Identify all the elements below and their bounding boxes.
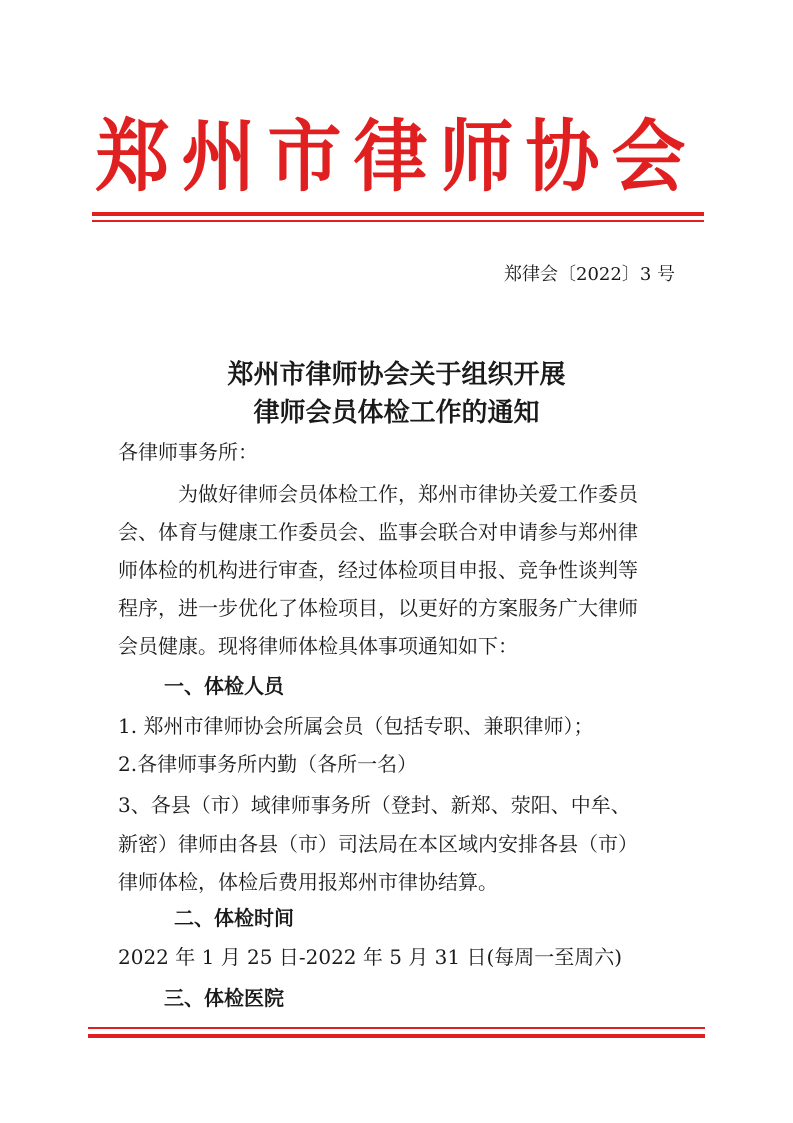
exam-period: 2022 年 1 月 25 日-2022 年 5 月 31 日(每周一至周六): [118, 945, 623, 969]
masthead-title: 郑州市律师协会: [95, 111, 698, 203]
intro-paragraph-line: 程序，进一步优化了体检项目，以更好的方案服务广大律师: [118, 596, 638, 620]
section-heading-hospital: 三、体检医院: [164, 986, 284, 1010]
footer-rule-thin: [88, 1027, 705, 1029]
document-title-line-2: 律师会员体检工作的通知: [253, 398, 540, 428]
intro-paragraph-line: 师体检的机构进行审查，经过体检项目申报、竞争性谈判等: [118, 558, 638, 582]
masthead: [0, 112, 793, 202]
footer-rule-thick: [88, 1034, 705, 1038]
section-heading-time: 二、体检时间: [174, 906, 294, 930]
document-title-line-1: 郑州市律师协会关于组织开展: [227, 360, 566, 390]
personnel-item: 3、各县（市）域律师事务所（登封、新郑、荥阳、中牟、: [118, 793, 631, 817]
personnel-item: 新密）律师由各县（市）司法局在本区域内安排各县（市）: [118, 832, 638, 856]
section-heading-personnel: 一、体检人员: [164, 674, 284, 698]
intro-paragraph-line: 会员健康。现将律师体检具体事项通知如下：: [118, 634, 518, 658]
masthead-rule-thick: [92, 212, 704, 216]
document-number: 郑律会〔2022〕3 号: [504, 264, 675, 285]
intro-paragraph-line: 会、体育与健康工作委员会、监事会联合对申请参与郑州律: [118, 520, 638, 544]
personnel-item: 1. 郑州市律师协会所属会员（包括专职、兼职律师）；: [118, 714, 594, 738]
salutation: 各律师事务所：: [118, 440, 258, 464]
intro-paragraph-line: 为做好律师会员体检工作，郑州市律协关爱工作委员: [178, 482, 638, 506]
masthead-rule-thin: [92, 220, 704, 222]
personnel-item: 律师体检，体检后费用报郑州市律协结算。: [118, 870, 498, 894]
personnel-item: 2.各律师事务所内勤（各所一名）: [118, 752, 418, 776]
